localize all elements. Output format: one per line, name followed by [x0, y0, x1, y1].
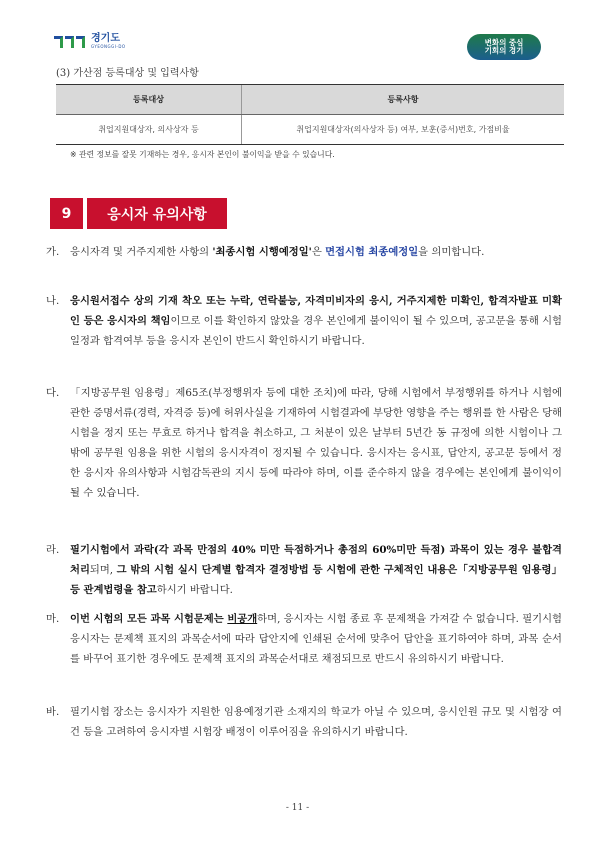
- paragraph-label: 가.: [46, 246, 60, 258]
- table-header-items: 등록사항: [242, 85, 565, 115]
- paragraph-ga: [46, 242, 562, 262]
- section-title: [50, 198, 227, 229]
- slogan-badge: [467, 34, 541, 60]
- emphasis-applicant-responsibility: 응시원서접수 상의 기재 착오 또는 누락, 연락불능, 자격미비자의 응시, 거주지제한 미확인, 합격자발표 미확인 등은 응시자의 책임: [70, 295, 562, 327]
- page-number: - 11 -: [285, 803, 310, 813]
- emphasis-related-laws: 그 밖의 시험 실시 단계별 합격자 결정방법 등 시험에 관한 구체적인 내용은「지방공무원 임용령」등 관계법령을 참고: [70, 564, 562, 596]
- logo-english-text: GYEONGGI-DO: [91, 44, 126, 49]
- table-cell-target: 취업지원대상자, 의사상자 등: [56, 115, 242, 145]
- emphasis-interview-date: 면접시험 최종예정일: [325, 246, 419, 258]
- table-header-row: [56, 85, 564, 115]
- paragraph-label: 마.: [46, 613, 60, 625]
- paragraph-text: 되며,: [89, 564, 117, 576]
- paragraph-text: 은: [311, 246, 326, 258]
- paragraph-ra: [46, 540, 562, 600]
- paragraph-ba: [46, 702, 562, 742]
- gyeonggi-logo-mark-icon: [54, 36, 85, 48]
- paragraph-da: [46, 383, 562, 503]
- paragraph-text: 「지방공무원 임용령」제65조(부정행위자 등에 대한 조치)에 따라, 당해 시험에서 부정행위를 하거나 시험에 관한 증명서류(경력, 자격증 등)에 허위사실을 기재하여 시험결과에 부당한 영향을 주는 행위를 한 사람은 당해 시험을 정지 또는 무효로 하거나 합격을 취소하고, 그 처분이 있은 날부터 5년간 동 규정에 의한 시험이나 그 밖에 공무원 임용을 위한 시험의 응시자격이 정지될 수 있습니다. 응시자는 응시표, 답안지, 공고문 등에서 정한 응시자 유의사항과 시험감독관의 지시 등에 따라야 하며, 이를 준수하지 않을 경우에는 본인에게 불이익이 될 수 있습니다.: [70, 387, 562, 499]
- paragraph-label: 나.: [46, 295, 60, 307]
- emphasis-undisclosed: 비공개: [227, 613, 258, 625]
- paragraph-text: 을 의미합니다.: [418, 246, 485, 258]
- table-cell-items: 취업지원대상자(의사상자 등) 여부, 보훈(증서)번호, 가점비율: [242, 115, 565, 145]
- table-header-target: 등록대상: [56, 85, 242, 115]
- paragraph-text: 응시자격 및 거주지제한 사항의: [70, 246, 213, 258]
- section-number: 9: [50, 198, 83, 229]
- emphasis-final-exam-date: '최종시험 시행예정일': [212, 246, 312, 258]
- bonus-points-heading: (3) 가산점 등록대상 및 입력사항: [56, 68, 199, 79]
- paragraph-label: 라.: [46, 544, 60, 556]
- paragraph-label: 바.: [46, 706, 60, 718]
- section-title-text: 응시자 유의사항: [87, 198, 227, 229]
- emphasis-fail-rule: 필기시험에서 과락(각 과목 만점의 40% 미만 득점하거나 총점의 60%미만 득점) 과목이 있는 경우 불합격 처리: [70, 544, 562, 576]
- paragraph-text: 하시기 바랍니다.: [156, 584, 233, 596]
- paragraph-text: 필기시험 장소는 응시자가 지원한 임용예정기관 소재지의 학교가 아닐 수 있으며, 응시인원 규모 및 시험장 여건 등을 고려하여 응시자별 시험장 배정이 이루어짐을 유의하시기 바랍니다.: [70, 706, 562, 738]
- registration-table: [56, 84, 564, 145]
- table-row: [56, 115, 564, 145]
- paragraph-text: 하며, 응시자는 시험 종료 후 문제책을 가져갈 수 없습니다. 필기시험 응시자는 문제책 표지의 과목순서에 따라 답안지에 인쇄된 순서에 맞추어 답안을 표기하여야 하며, 과목 순서를 바꾸어 표기한 경우에도 문제책 표지의 과목순서대로 채점되므로 반드시 유의하시기 바랍니다.: [70, 613, 562, 665]
- paragraph-na: [46, 291, 562, 351]
- paragraph-ma: [46, 609, 562, 669]
- slogan-line-1: 변화의 중심: [484, 38, 524, 48]
- caution-note: ※ 관련 정보를 잘못 기재하는 경우, 응시자 본인이 불이익을 받을 수 있습니다.: [70, 150, 335, 159]
- gyeonggi-logo: [54, 34, 126, 49]
- slogan-line-2: 기회의 경기: [484, 46, 524, 55]
- paragraph-text: 이므로 이를 확인하지 않았을 경우 본인에게 불이익이 될 수 있으며, 공고문을 통해 시험일정과 합격여부 등을 응시자 본인이 반드시 확인하시기 바랍니다.: [70, 315, 562, 347]
- logo-korean-text: 경기도: [91, 33, 120, 44]
- emphasis-exam-questions: 이번 시험의 모든 과목 시험문제는: [70, 613, 228, 625]
- paragraph-label: 다.: [46, 387, 60, 399]
